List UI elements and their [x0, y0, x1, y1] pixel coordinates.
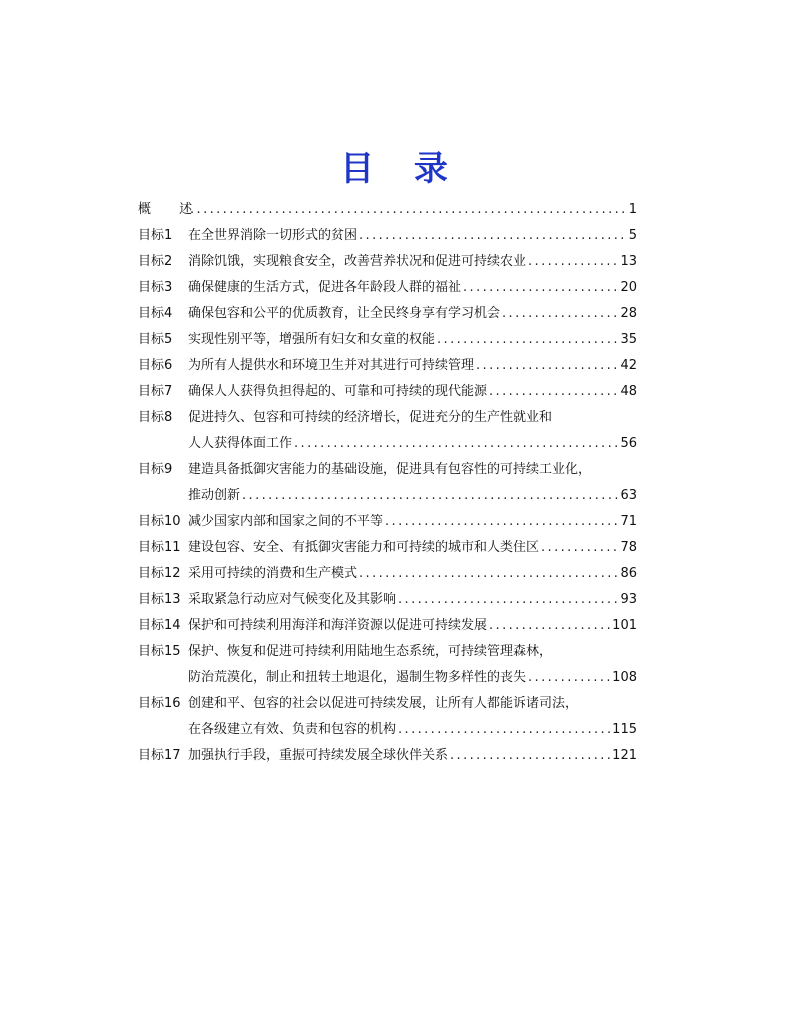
toc-entry-label: 目标3: [138, 280, 173, 295]
toc-line: [138, 613, 637, 639]
toc-entry-title: 确保包容和公平的优质教育，让全民终身享有学习机会: [188, 306, 501, 321]
toc-page-number: 56: [620, 436, 637, 451]
dot-leader: [294, 431, 618, 457]
toc-page-number: 101: [612, 618, 637, 633]
toc-entry-title: 防治荒漠化，制止和扭转土地退化，遏制生物多样性的丧失: [188, 670, 527, 685]
toc-entry-title: 确保健康的生活方式，促进各年龄段人群的福祉: [188, 280, 462, 295]
toc-entry[interactable]: [138, 275, 637, 301]
toc-entry-label: 目标9: [138, 462, 173, 477]
toc-line: [138, 197, 637, 223]
toc-entry-title: 在全世界消除一切形式的贫困: [188, 228, 358, 243]
toc-entry-label: 目标15: [138, 644, 181, 659]
toc-page-number: 108: [612, 670, 637, 685]
toc-entry-label: 目标11: [138, 540, 181, 555]
toc-entry[interactable]: [138, 249, 637, 275]
page-title: 目 录: [340, 148, 462, 189]
toc-page-number: 48: [620, 384, 637, 399]
toc-entry[interactable]: [138, 691, 637, 743]
toc-entry-label: 目标17: [138, 748, 181, 763]
toc-line: [138, 717, 637, 743]
toc-entry[interactable]: [138, 197, 637, 223]
toc-page-number: 71: [620, 514, 637, 529]
toc-page-number: 35: [620, 332, 637, 347]
toc-entry-label: 目标10: [138, 514, 181, 529]
dot-leader: [476, 353, 618, 379]
toc-entry[interactable]: [138, 743, 637, 769]
toc-entry[interactable]: [138, 327, 637, 353]
dot-leader: [463, 275, 618, 301]
toc-entry[interactable]: [138, 457, 637, 509]
toc-line: [138, 405, 637, 431]
toc-entry-label: 目标1: [138, 228, 173, 243]
toc-entry-title: 人人获得体面工作: [188, 436, 293, 451]
toc-page-number: 1: [628, 202, 637, 217]
toc-line: [138, 457, 637, 483]
toc-entry[interactable]: [138, 639, 637, 691]
dot-leader: [502, 301, 618, 327]
toc-entry-title: 减少国家内部和国家之间的不平等: [188, 514, 384, 529]
toc-entry-label: 目标8: [138, 410, 173, 425]
dot-leader: [489, 613, 610, 639]
toc-entry[interactable]: [138, 509, 637, 535]
toc-line: [138, 223, 637, 249]
toc-entry[interactable]: [138, 301, 637, 327]
toc-line: [138, 561, 637, 587]
toc-line: [138, 509, 637, 535]
toc-page-number: 86: [620, 566, 637, 581]
dot-leader: [528, 665, 610, 691]
toc-page-number: 13: [620, 254, 637, 269]
toc-entry-title: 创建和平、包容的社会以促进可持续发展，让所有人都能诉诸司法，: [188, 696, 579, 711]
toc-entry-title: 保护和可持续利用海洋和海洋资源以促进可持续发展: [188, 618, 488, 633]
toc-entry[interactable]: [138, 379, 637, 405]
dot-leader: [528, 249, 618, 275]
toc-entry-label: 目标16: [138, 696, 181, 711]
toc-entry[interactable]: [138, 587, 637, 613]
toc-page-number: 5: [628, 228, 637, 243]
toc-entry-title: 采取紧急行动应对气候变化及其影响: [188, 592, 397, 607]
toc-line: [138, 249, 637, 275]
toc-entry[interactable]: [138, 613, 637, 639]
toc-entry-title: 采用可持续的消费和生产模式: [188, 566, 358, 581]
toc-line: [138, 379, 637, 405]
toc-entry[interactable]: [138, 561, 637, 587]
toc-line: [138, 587, 637, 613]
dot-leader: [385, 509, 618, 535]
toc-page-number: 63: [620, 488, 637, 503]
toc-line: [138, 691, 637, 717]
toc-entry-title: 促进持久、包容和可持续的经济增长，促进充分的生产性就业和: [188, 410, 553, 425]
toc-page-number: 20: [620, 280, 637, 295]
toc-line: [138, 665, 637, 691]
toc-entry-label: 目标7: [138, 384, 173, 399]
toc-line: [138, 353, 637, 379]
toc-line: [138, 743, 637, 769]
toc-line: [138, 327, 637, 353]
dot-leader: [190, 197, 627, 223]
toc-entry-title: 保护、恢复和促进可持续利用陆地生态系统，可持续管理森林，: [188, 644, 553, 659]
toc-page-number: 28: [620, 306, 637, 321]
toc-entry[interactable]: [138, 223, 637, 249]
dot-leader: [242, 483, 618, 509]
dot-leader: [450, 743, 610, 769]
toc-page-number: 78: [620, 540, 637, 555]
toc-entry-label: 目标13: [138, 592, 181, 607]
toc-entry-label: 目标14: [138, 618, 181, 633]
toc-entry[interactable]: [138, 535, 637, 561]
toc-entry-title: 建造具备抵御灾害能力的基础设施，促进具有包容性的可持续工业化，: [188, 462, 592, 477]
dot-leader: [398, 717, 610, 743]
toc-line: [138, 275, 637, 301]
toc-page-number: 93: [620, 592, 637, 607]
dot-leader: [359, 223, 627, 249]
dot-leader: [398, 587, 618, 613]
toc-entry-title: 实现性别平等，增强所有妇女和女童的权能: [188, 332, 436, 347]
toc-entry-label: 目标12: [138, 566, 181, 581]
toc-line: [138, 639, 637, 665]
toc-entry-title: 加强执行手段，重振可持续发展全球伙伴关系: [188, 748, 449, 763]
toc-entry-title: 在各级建立有效、负责和包容的机构: [188, 722, 397, 737]
toc-line: [138, 301, 637, 327]
dot-leader: [437, 327, 618, 353]
toc-page-number: 115: [612, 722, 637, 737]
toc-entry-title: 为所有人提供水和环境卫生并对其进行可持续管理: [188, 358, 475, 373]
toc-line: [138, 431, 637, 457]
toc-entry[interactable]: [138, 405, 637, 457]
toc-entry[interactable]: [138, 353, 637, 379]
toc-page-number: 42: [620, 358, 637, 373]
toc-entry-label: 目标6: [138, 358, 173, 373]
dot-leader: [541, 535, 618, 561]
toc-entry-title: 消除饥饿，实现粮食安全，改善营养状况和促进可持续农业: [188, 254, 527, 269]
dot-leader: [359, 561, 618, 587]
toc-entry-title: 推动创新: [188, 488, 241, 503]
toc-entry-title: 确保人人获得负担得起的、可靠和可持续的现代能源: [188, 384, 488, 399]
toc-line: [138, 483, 637, 509]
toc-page-number: 121: [612, 748, 637, 763]
toc-line: [138, 535, 637, 561]
toc-entry-title: 建设包容、安全、有抵御灾害能力和可持续的城市和人类住区: [188, 540, 540, 555]
toc-entry-label: 概 述: [138, 202, 205, 217]
dot-leader: [489, 379, 618, 405]
toc-entry-label: 目标2: [138, 254, 173, 269]
toc-entry-label: 目标5: [138, 332, 173, 347]
toc-entry-label: 目标4: [138, 306, 173, 321]
table-of-contents: [138, 197, 637, 769]
